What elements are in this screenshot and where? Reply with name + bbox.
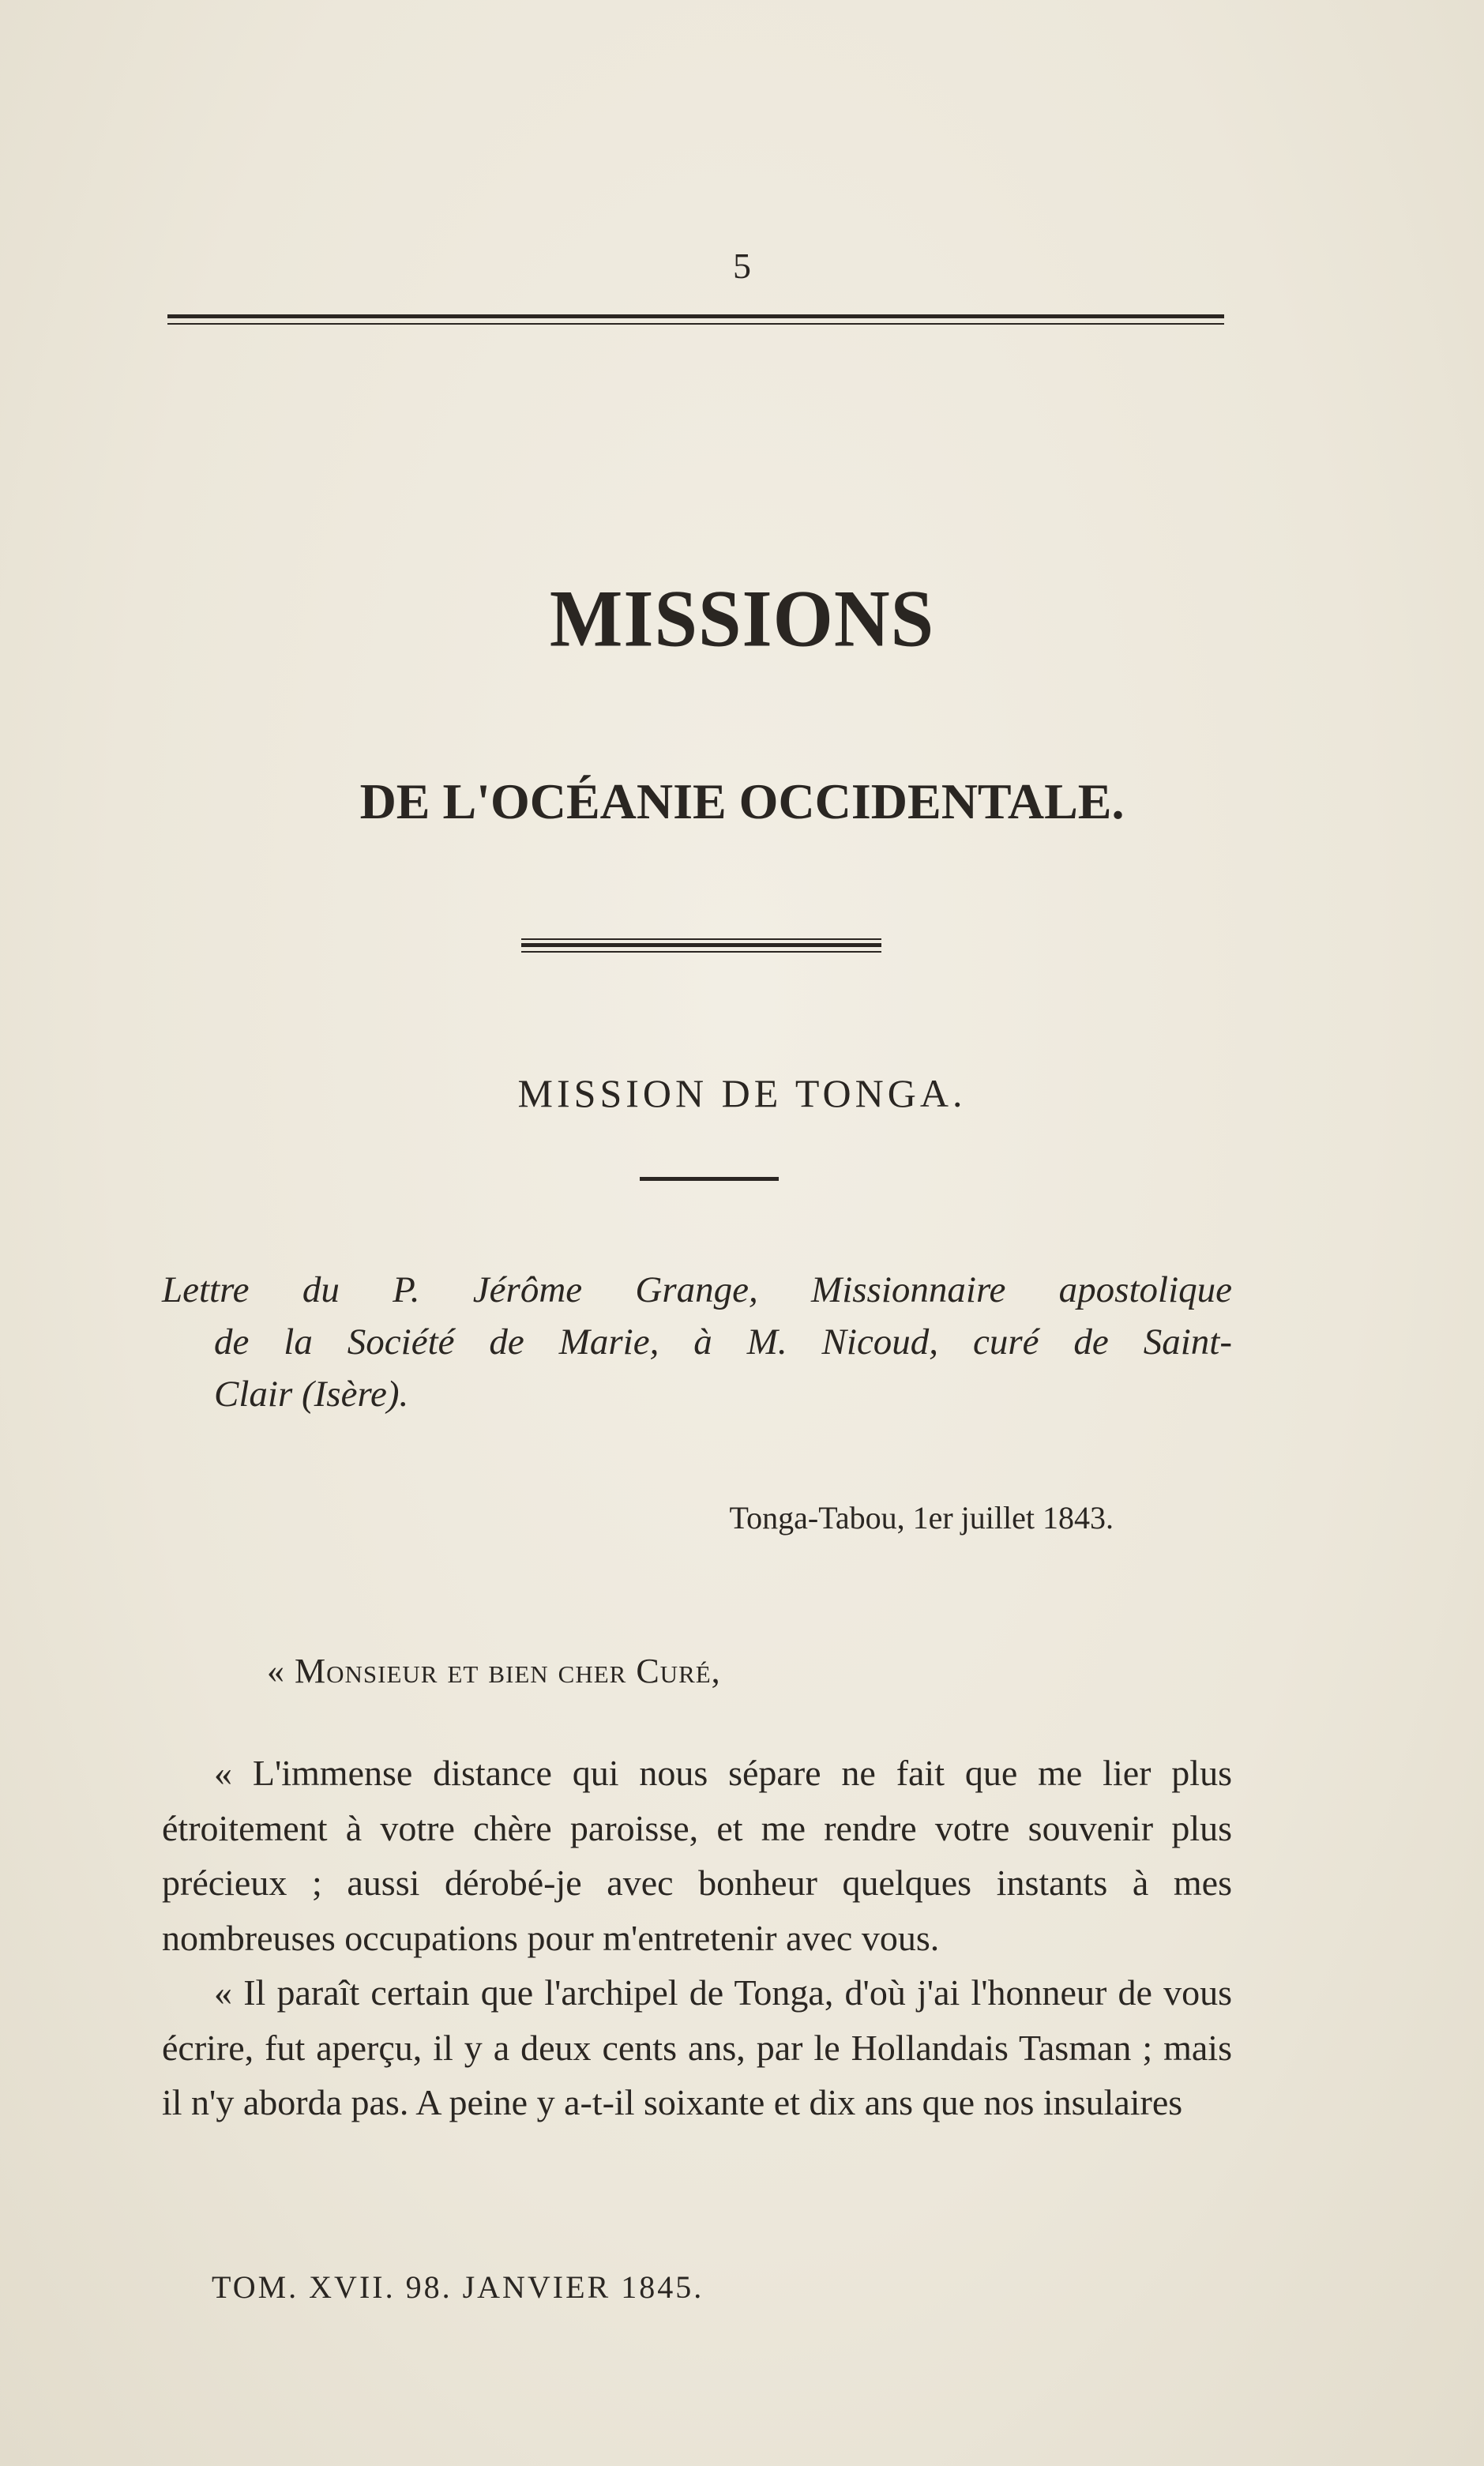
dateline: Tonga-Tabou, 1er juillet 1843.	[729, 1500, 1114, 1536]
ornamental-divider-thin	[521, 951, 881, 953]
ornamental-divider	[521, 938, 881, 940]
letter-heading	[162, 1264, 1232, 1420]
paragraph: « Il paraît certain que l'archipel de Tonga, d'où j'ai l'honneur de vous écrire, fut aperçu, il y a deux cents ans, par le Hollandais Tasman ; mais il n'y aborda pas. A peine y a-t-il soixante et dix ans que nos insulaires	[162, 1972, 1232, 2122]
letter-body	[162, 1746, 1232, 2130]
section-divider	[640, 1177, 779, 1181]
letter-heading-line: Clair (Isère).	[214, 1374, 409, 1415]
header-rule-thin	[167, 323, 1224, 325]
header-rule	[167, 314, 1224, 318]
main-title: MISSIONS	[549, 574, 935, 664]
footer-signature: TOM. XVII. 98. JANVIER 1845.	[212, 2269, 704, 2305]
subtitle: DE L'OCÉANIE OCCIDENTALE.	[359, 773, 1125, 829]
letter-heading-line: Lettre du P. Jérôme Grange, Missionnaire apostolique	[162, 1269, 1232, 1310]
paragraph: « L'immense distance qui nous sépare ne fait que me lier plus étroitement à votre chère paroisse, et me rendre votre souvenir plus précieux ; aussi dérobé-je avec bonheur quelques instants à mes nombreuses occupations pour m'entretenir avec vous.	[162, 1753, 1232, 1958]
letter-heading-line: de la Société de Marie, à M. Nicoud, curé de Saint-	[214, 1321, 1232, 1363]
ornamental-divider-thick	[521, 943, 881, 947]
page-number: 5	[733, 246, 751, 286]
section-title: MISSION DE TONGA.	[517, 1071, 967, 1115]
salutation: « Monsieur et bien cher Curé,	[267, 1652, 721, 1690]
